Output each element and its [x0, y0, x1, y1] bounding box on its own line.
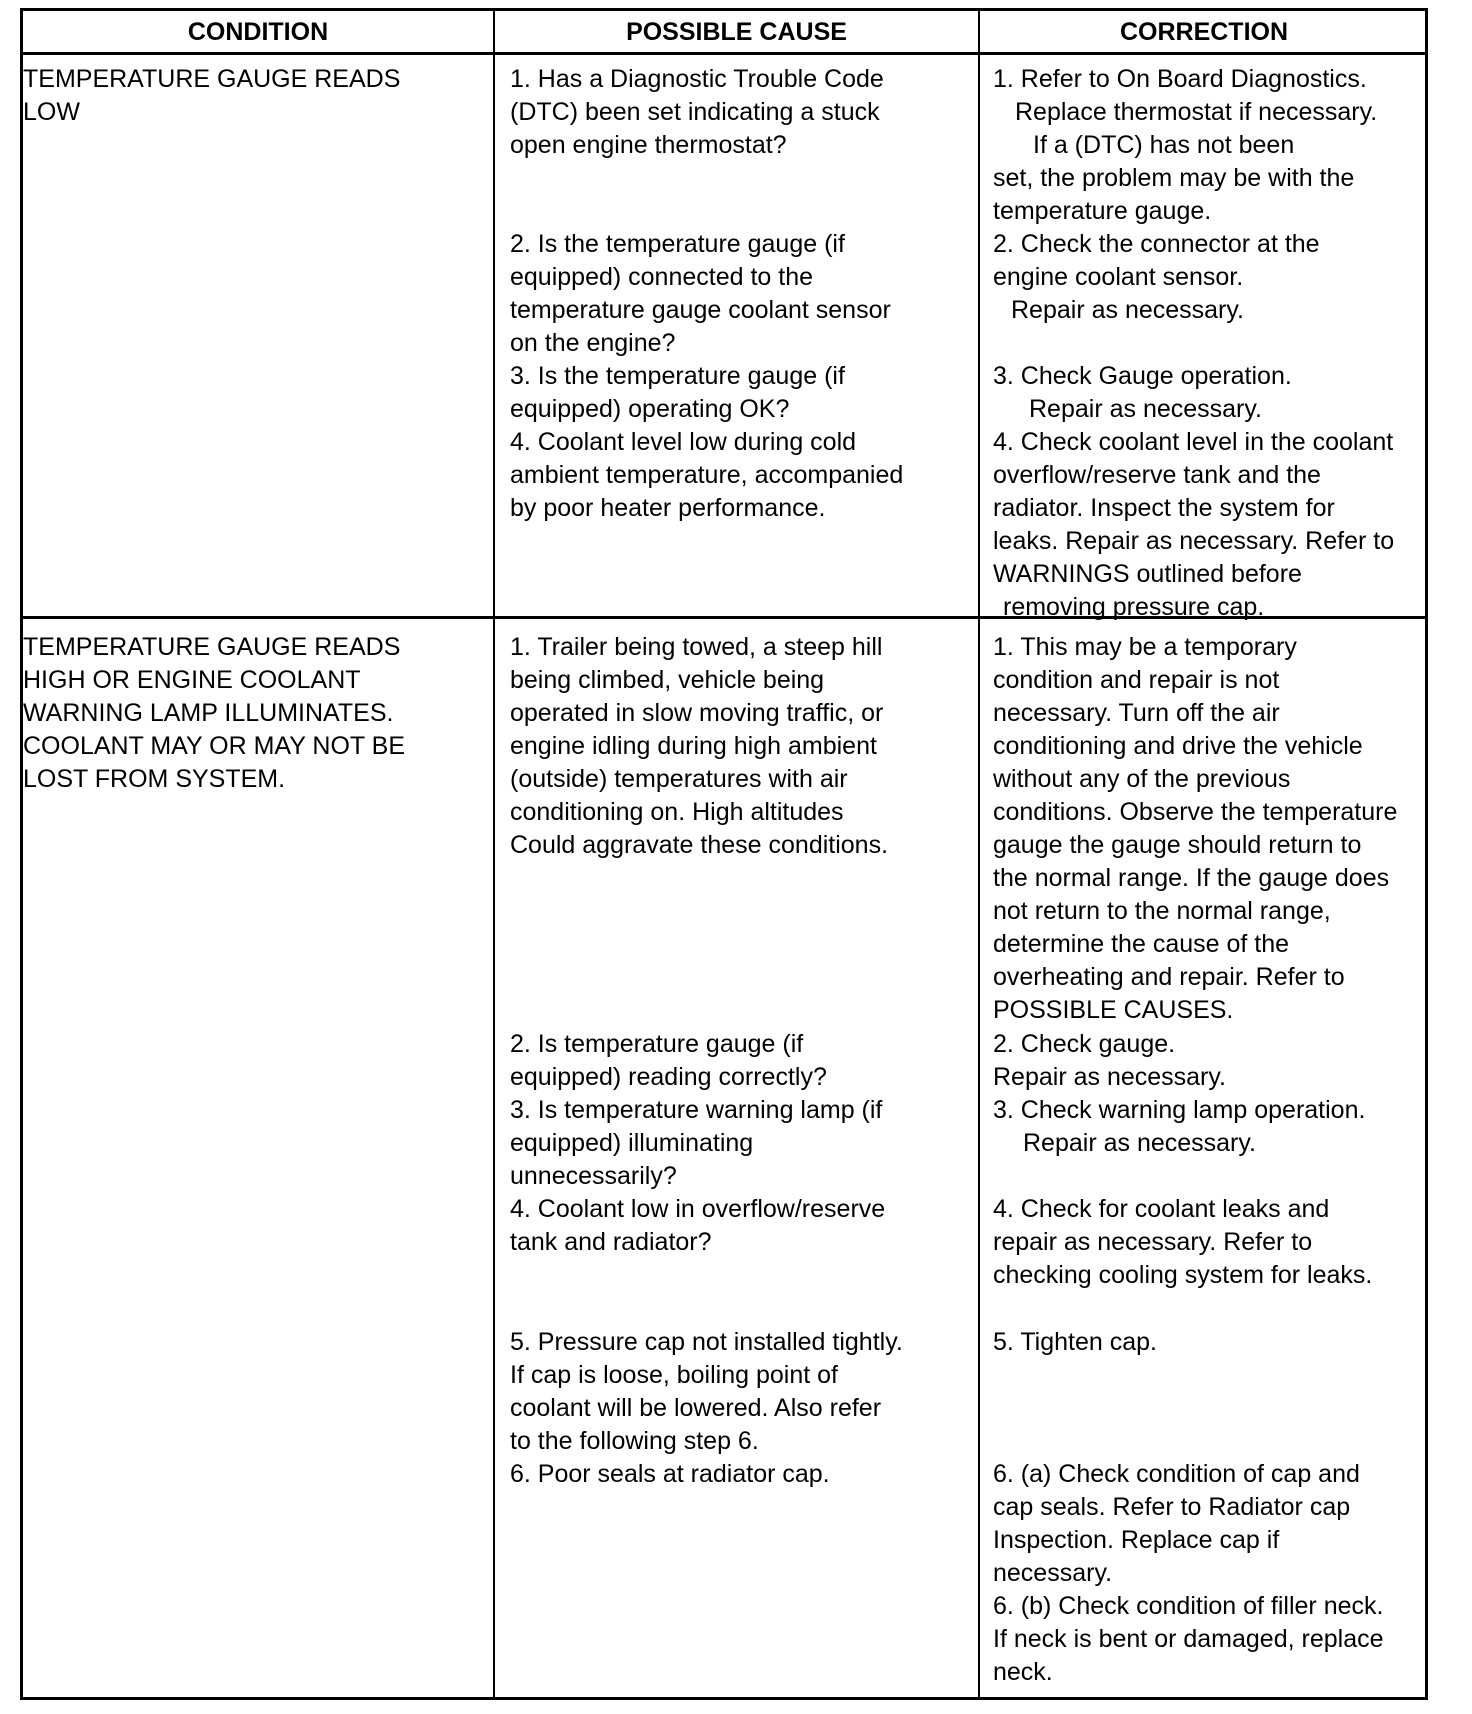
text-line: 4. Coolant low in overflow/reserve [510, 1195, 886, 1223]
text-line: not return to the normal range, [993, 897, 1331, 925]
text-line: equipped) operating OK? [510, 395, 790, 423]
row2-correction-3 [993, 1094, 1365, 1160]
text-line: If a (DTC) has not been [1033, 131, 1295, 159]
text-line: 5. Tighten cap. [993, 1328, 1158, 1356]
row1-correction-2 [993, 228, 1320, 327]
text-line: ambient temperature, accompanied [510, 461, 904, 489]
text-line: 4. Check coolant level in the coolant [993, 428, 1394, 456]
text-line: checking cooling system for leaks. [993, 1261, 1373, 1289]
column-divider-2 [978, 11, 980, 1697]
row2-cause-4 [510, 1193, 885, 1259]
row2-correction-4 [993, 1193, 1372, 1292]
text-line: being climbed, vehicle being [510, 666, 825, 694]
text-line: POSSIBLE CAUSES. [993, 996, 1234, 1024]
text-line: the normal range. If the gauge does [993, 864, 1390, 892]
text-line: equipped) reading correctly? [510, 1063, 827, 1091]
text-line: engine idling during high ambient [510, 732, 877, 760]
text-line: 2. Is temperature gauge (if [510, 1030, 804, 1058]
text-line: (DTC) been set indicating a stuck [510, 98, 880, 126]
text-line: coolant will be lowered. Also refer [510, 1394, 882, 1422]
row2-correction-1 [993, 631, 1397, 1027]
header-possible-cause: POSSIBLE CAUSE [626, 17, 847, 46]
text-line: by poor heater performance. [510, 494, 826, 522]
text-line: unnecessarily? [510, 1162, 677, 1190]
text-line: removing pressure cap. [1003, 593, 1265, 621]
row1-correction-4 [993, 426, 1394, 624]
text-line: LOST FROM SYSTEM. [23, 765, 286, 793]
row2-cause-6 [510, 1458, 830, 1491]
text-line: 6. (b) Check condition of filler neck. [993, 1592, 1384, 1620]
text-line: LOW [23, 98, 80, 126]
row1-cause-4 [510, 426, 903, 525]
row2-cause-3 [510, 1094, 882, 1193]
text-line: 1. Has a Diagnostic Trouble Code [510, 65, 884, 93]
text-line: equipped) illuminating [510, 1129, 754, 1157]
text-line: conditioning and drive the vehicle [993, 732, 1363, 760]
text-line: 6. (a) Check condition of cap and [993, 1460, 1360, 1488]
text-line: repair as necessary. Refer to [993, 1228, 1313, 1256]
text-line: overflow/reserve tank and the [993, 461, 1321, 489]
text-line: 5. Pressure cap not installed tightly. [510, 1328, 903, 1356]
text-line: open engine thermostat? [510, 131, 787, 159]
row1-correction-1 [993, 63, 1377, 228]
text-line: Repair as necessary. [1023, 1129, 1256, 1157]
row1-correction-3 [993, 360, 1292, 426]
text-line: Repair as necessary. [1011, 296, 1244, 324]
text-line: without any of the previous [993, 765, 1291, 793]
text-line: 4. Check for coolant leaks and [993, 1195, 1330, 1223]
text-line: Could aggravate these conditions. [510, 831, 889, 859]
text-line: 4. Coolant level low during cold [510, 428, 857, 456]
text-line: TEMPERATURE GAUGE READS [23, 633, 401, 661]
text-line: Replace thermostat if necessary. [1015, 98, 1378, 126]
text-line: 1. Trailer being towed, a steep hill [510, 633, 883, 661]
text-line: 1. This may be a temporary [993, 633, 1297, 661]
text-line: If cap is loose, boiling point of [510, 1361, 838, 1389]
text-line: 3. Is temperature warning lamp (if [510, 1096, 883, 1124]
text-line: set, the problem may be with the [993, 164, 1355, 192]
text-line: 1. Refer to On Board Diagnostics. [993, 65, 1367, 93]
text-line: cap seals. Refer to Radiator cap [993, 1493, 1351, 1521]
column-divider-1 [493, 11, 495, 1697]
row1-condition [23, 63, 478, 129]
text-line: tank and radiator? [510, 1228, 712, 1256]
text-line: 3. Is the temperature gauge (if [510, 362, 845, 390]
text-line: conditions. Observe the temperature [993, 798, 1398, 826]
text-line: to the following step 6. [510, 1427, 759, 1455]
text-line: necessary. [993, 1559, 1113, 1587]
text-line: TEMPERATURE GAUGE READS [23, 65, 401, 93]
text-line: 6. Poor seals at radiator cap. [510, 1460, 830, 1488]
text-line: WARNING LAMP ILLUMINATES. [23, 699, 394, 727]
text-line: necessary. Turn off the air [993, 699, 1280, 727]
text-line: determine the cause of the [993, 930, 1290, 958]
text-line: conditioning on. High altitudes [510, 798, 844, 826]
header-condition: CONDITION [187, 17, 329, 46]
row2-correction-6 [993, 1458, 1384, 1689]
text-line: neck. [993, 1658, 1053, 1686]
row2-correction-2 [993, 1028, 1226, 1094]
row2-cause-1 [510, 631, 888, 862]
text-line: Repair as necessary. [993, 1063, 1226, 1091]
text-line: WARNINGS outlined before [993, 560, 1302, 588]
text-line: Repair as necessary. [1029, 395, 1262, 423]
row2-cause-5 [510, 1326, 903, 1458]
row2-condition [23, 631, 478, 796]
text-line: temperature gauge coolant sensor [510, 296, 891, 324]
text-line: operated in slow moving traffic, or [510, 699, 884, 727]
header-correction: CORRECTION [1119, 17, 1289, 46]
row1-cause-1 [510, 63, 884, 162]
text-line: HIGH OR ENGINE COOLANT [23, 666, 361, 694]
row2-cause-2 [510, 1028, 827, 1094]
text-line: temperature gauge. [993, 197, 1212, 225]
text-line: (outside) temperatures with air [510, 765, 848, 793]
text-line: 2. Check gauge. [993, 1030, 1176, 1058]
text-line: 2. Check the connector at the [993, 230, 1320, 258]
text-line: If neck is bent or damaged, replace [993, 1625, 1384, 1653]
text-line: 2. Is the temperature gauge (if [510, 230, 845, 258]
text-line: leaks. Repair as necessary. Refer to [993, 527, 1395, 555]
text-line: gauge the gauge should return to [993, 831, 1362, 859]
text-line: equipped) connected to the [510, 263, 814, 291]
text-line: condition and repair is not [993, 666, 1280, 694]
text-line: Inspection. Replace cap if [993, 1526, 1280, 1554]
text-line: 3. Check warning lamp operation. [993, 1096, 1366, 1124]
diagnosis-table [20, 8, 1428, 1700]
row1-cause-2 [510, 228, 891, 360]
row1-cause-3 [510, 360, 845, 426]
text-line: 3. Check Gauge operation. [993, 362, 1292, 390]
row2-correction-5 [993, 1326, 1157, 1359]
text-line: radiator. Inspect the system for [993, 494, 1335, 522]
text-line: engine coolant sensor. [993, 263, 1244, 291]
text-line: overheating and repair. Refer to [993, 963, 1345, 991]
text-line: COOLANT MAY OR MAY NOT BE [23, 732, 406, 760]
text-line: on the engine? [510, 329, 676, 357]
